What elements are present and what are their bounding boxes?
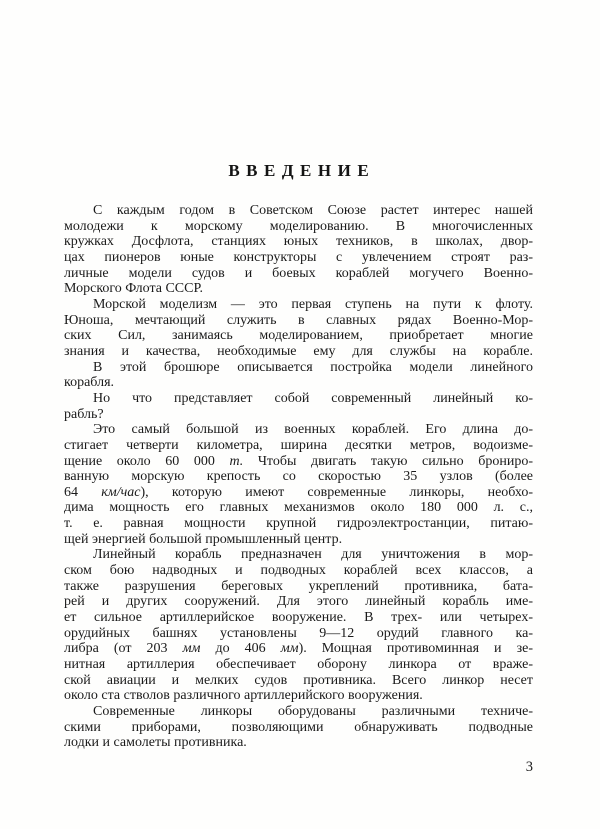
text-segment: Это самый большой из военных кораблей. Его длина до- <box>93 422 533 438</box>
body-text <box>64 203 533 751</box>
text-segment: либра (от 203 <box>64 641 183 657</box>
text-segment: 64 <box>64 484 102 500</box>
text-line <box>64 485 533 501</box>
paragraph <box>64 203 533 297</box>
text-segment: до 406 <box>200 641 281 657</box>
text-segment: С каждым годом в Советском Союзе растет интерес нашей <box>93 203 533 218</box>
text-line <box>64 344 533 360</box>
text-segment: Морского Флота СССР. <box>64 281 204 297</box>
text-line <box>64 454 533 470</box>
text-line <box>64 360 533 376</box>
text-line <box>64 594 533 610</box>
text-line <box>64 704 533 720</box>
italic-term: мм <box>280 641 299 657</box>
text-line <box>64 234 533 250</box>
text-segment: Но что представляет собой современный линейный ко- <box>93 390 533 406</box>
italic-term: т. <box>229 453 244 469</box>
text-segment: ской авиации и мелких судов противника. Всего линкор несет <box>64 672 533 688</box>
text-segment: ских Сил, занимаясь моделированием, приобретает многие <box>64 328 533 344</box>
text-line <box>64 673 533 689</box>
text-line <box>64 203 533 219</box>
text-segment: корабля. <box>64 375 115 391</box>
text-segment: молодежи к морскому моделированию. В многочисленных <box>64 218 533 234</box>
text-line <box>64 735 533 751</box>
text-line <box>64 281 533 297</box>
text-line <box>64 641 533 657</box>
text-segment: кружках Досфлота, станциях юных техников, в школах, двор- <box>64 234 533 250</box>
text-segment: цах пионеров юные конструкторы с увлечением строят раз- <box>64 249 533 265</box>
text-line <box>64 250 533 266</box>
text-segment: личные модели судов и боевых кораблей могучего Военно- <box>64 265 533 281</box>
text-line <box>64 563 533 579</box>
italic-term: мм <box>182 641 201 657</box>
text-line <box>64 579 533 595</box>
text-segment: ском бою надводных и подводных кораблей всех классов, а <box>64 563 533 579</box>
text-line <box>64 438 533 454</box>
text-segment: Современные линкоры оборудованы различными техниче- <box>93 704 533 719</box>
text-line <box>64 297 533 313</box>
text-line <box>64 266 533 282</box>
paragraph <box>64 391 533 422</box>
text-line <box>64 657 533 673</box>
text-line <box>64 313 533 329</box>
text-line <box>64 516 533 532</box>
text-line <box>64 547 533 563</box>
text-line <box>64 626 533 642</box>
text-segment: рей и других сооружений. Для этого линейный корабль име- <box>64 594 533 610</box>
page-title: ВВЕДЕНИЕ <box>228 161 376 180</box>
text-segment: Морской моделизм — это первая ступень на пути к флоту. <box>93 296 533 312</box>
text-segment: Юноша, мечтающий служить в славных рядах Военно-Мор- <box>64 312 533 328</box>
paragraph <box>64 360 533 391</box>
text-segment: дима мощность его главных механизмов около 180 000 л. с., <box>64 500 533 516</box>
text-segment: также разрушения береговых укреплений противника, бата- <box>64 578 533 594</box>
text-line <box>64 720 533 736</box>
text-segment: т. е. равная мощности крупной гидроэлектростанции, питаю- <box>64 516 533 532</box>
text-line <box>64 328 533 344</box>
text-line <box>64 688 533 704</box>
text-line <box>64 532 533 548</box>
paragraph <box>64 704 533 751</box>
text-segment: ), которую имеют современные линкоры, необхо- <box>140 484 534 500</box>
text-line <box>64 422 533 438</box>
text-line <box>64 219 533 235</box>
paragraph <box>64 297 533 360</box>
text-segment: Чтобы двигать такую сильно брониро- <box>243 453 533 469</box>
text-segment: около ста стволов различного артиллерийского вооружения. <box>64 688 423 704</box>
paragraph <box>64 422 533 547</box>
page-number: 3 <box>525 759 533 775</box>
text-segment: Линейный корабль предназначен для уничтожения в мор- <box>93 547 533 563</box>
text-line <box>64 500 533 516</box>
text-line <box>64 375 533 391</box>
paragraph <box>64 547 533 704</box>
text-line <box>64 610 533 626</box>
text-segment: скими приборами, позволяющими обнаруживать подводные <box>64 719 533 735</box>
text-segment: щение около 60 000 <box>64 453 230 469</box>
text-segment: щей энергией большой промышленный центр. <box>64 531 343 547</box>
text-line <box>64 407 533 423</box>
text-segment: лодки и самолеты противника. <box>64 735 247 751</box>
text-segment: орудийных башнях установлены 9—12 орудий главного ка- <box>64 625 533 641</box>
text-segment: ). Мощная противоминная и зе- <box>298 641 534 657</box>
text-segment: В этой брошюре описывается постройка модели линейного <box>93 359 533 375</box>
italic-term: км/час <box>101 484 141 500</box>
text-segment: рабль? <box>64 406 104 422</box>
text-segment: знания и качества, необходимые ему для службы на корабле. <box>64 343 533 359</box>
text-line <box>64 391 533 407</box>
text-segment: ет сильное артиллерийское вооружение. В трех- или четырех- <box>64 610 533 626</box>
text-line <box>64 469 533 485</box>
text-segment: нитная артиллерия обеспечивает оборону линкора от враже- <box>64 657 533 673</box>
text-segment: ванную морскую крепость со скоростью 35 узлов (более <box>64 469 533 485</box>
text-segment: стигает четверти километра, ширина десятки метров, водоизме- <box>64 437 533 453</box>
